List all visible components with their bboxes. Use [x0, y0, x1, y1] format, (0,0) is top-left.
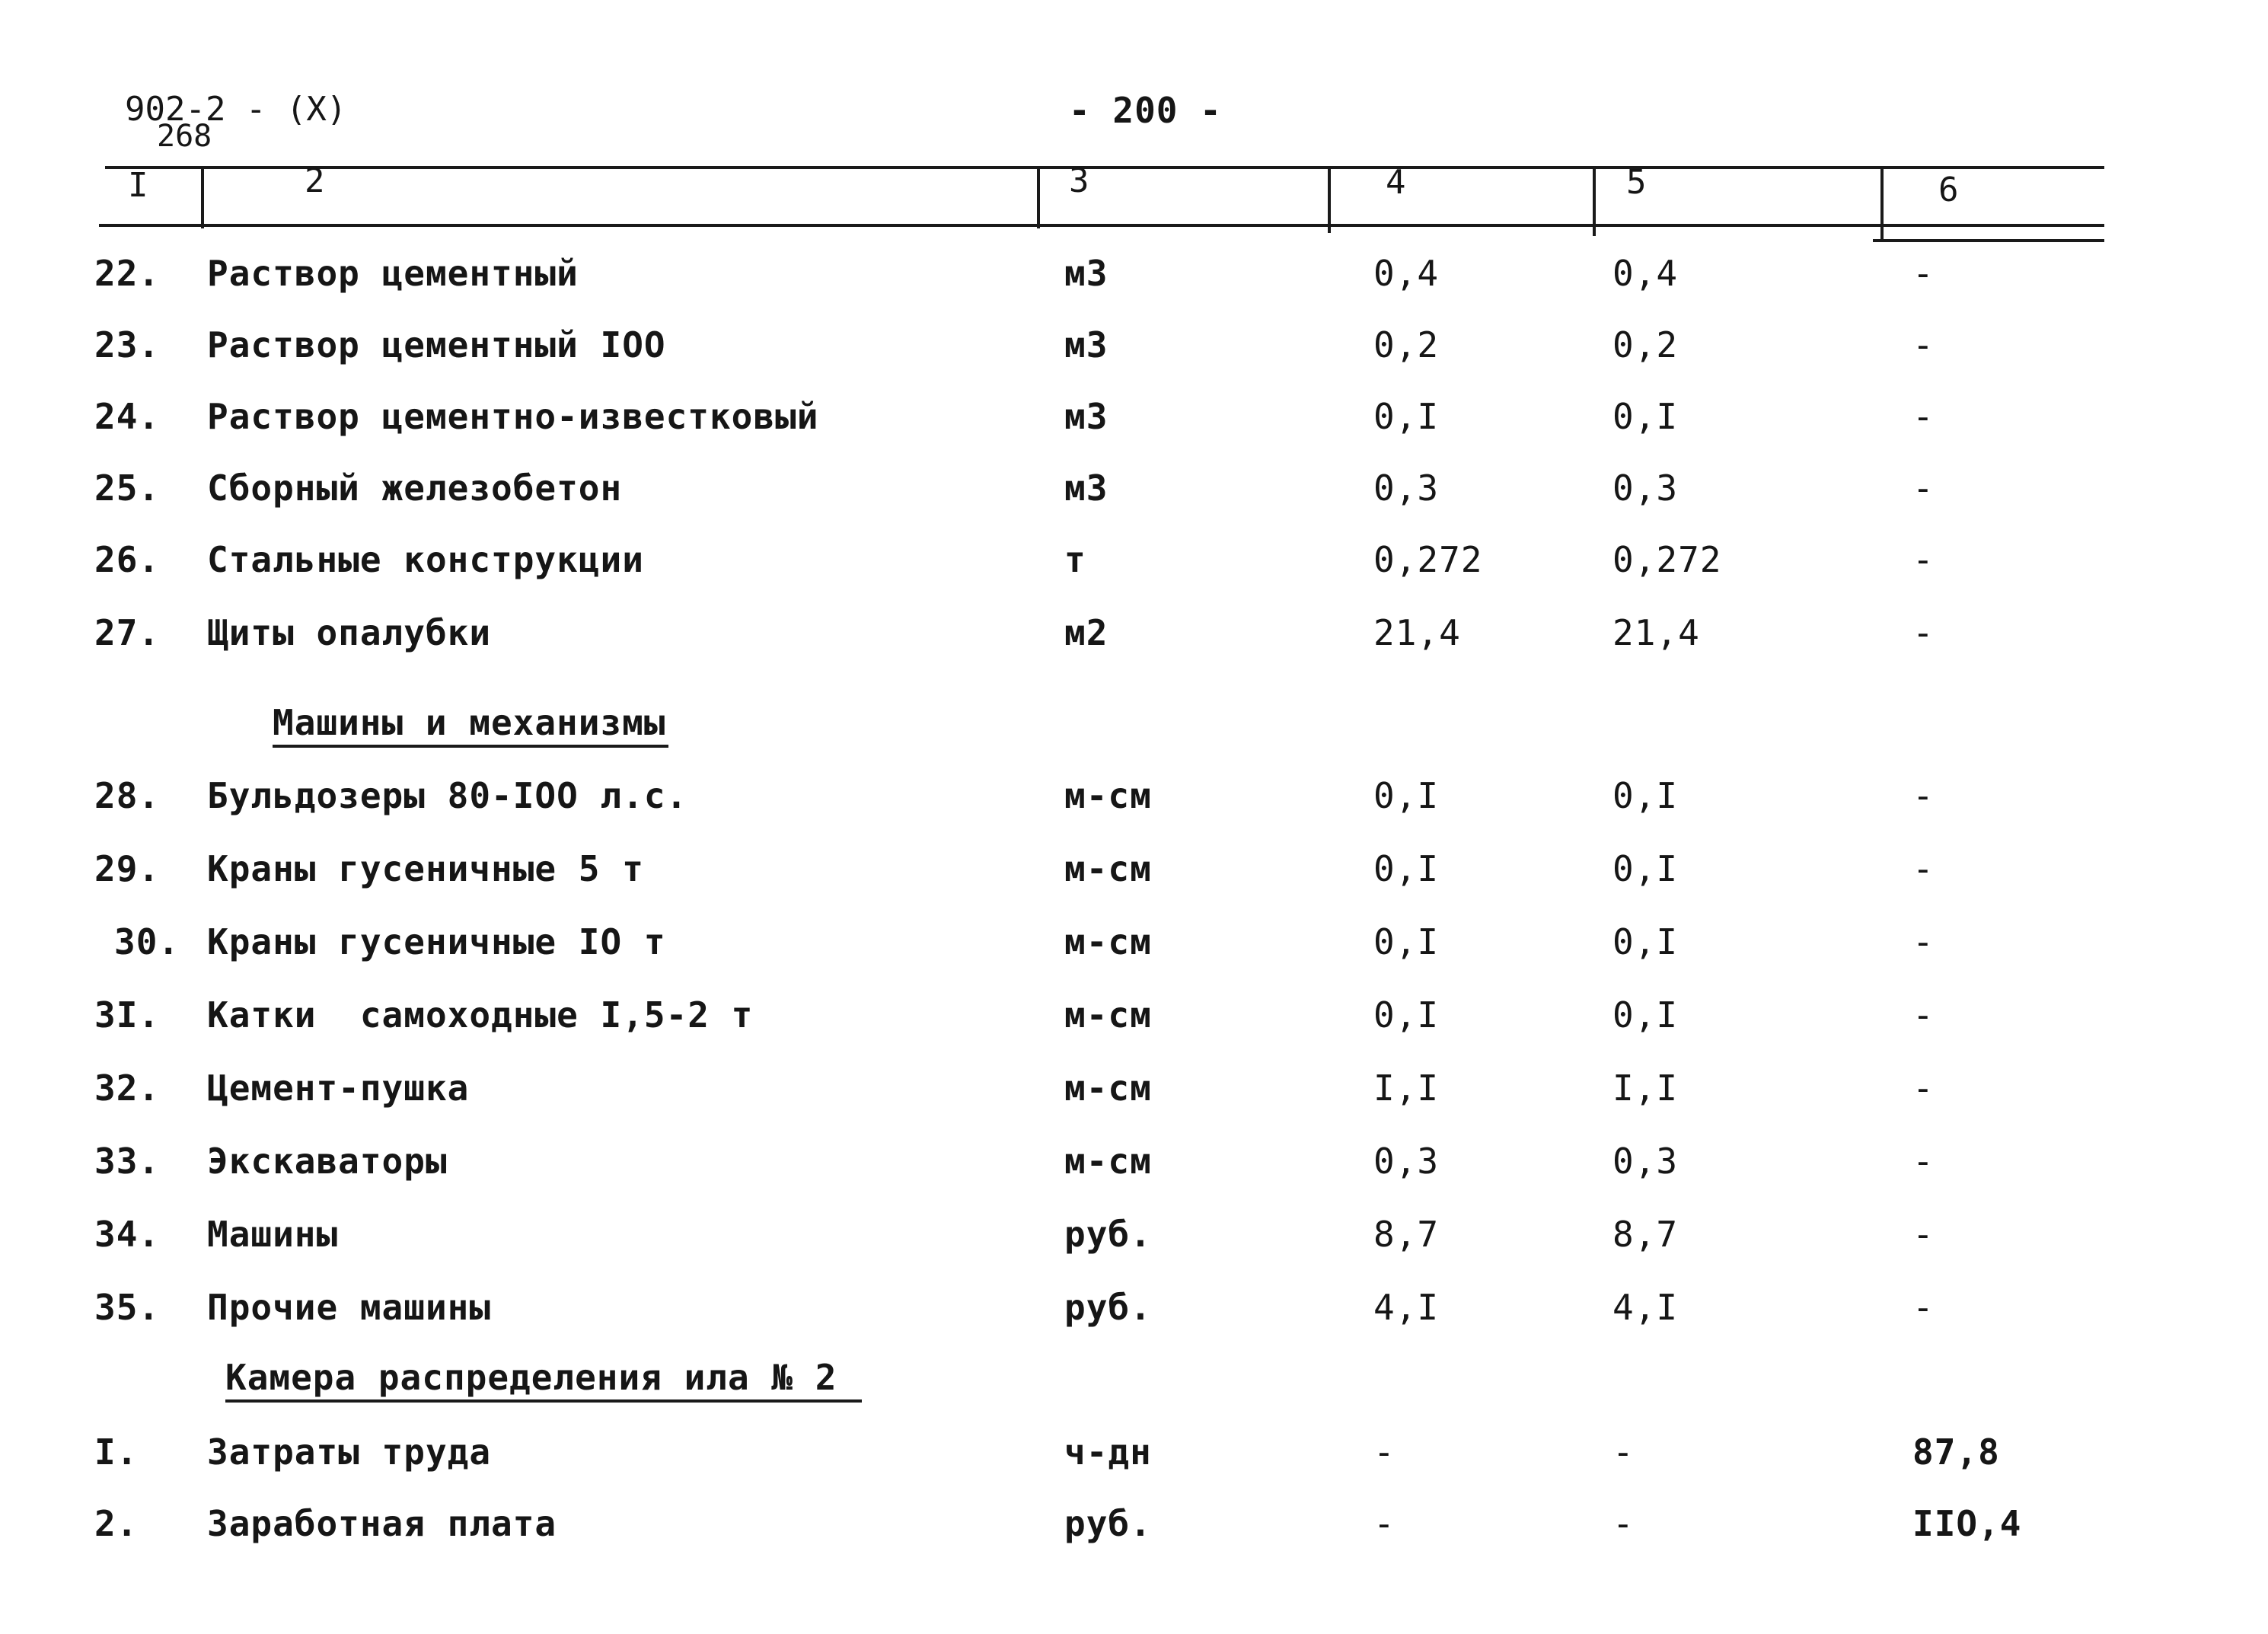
row-col5: 0,2	[1612, 324, 1679, 365]
row-unit: руб.	[1064, 1214, 1152, 1255]
table-row	[0, 324, 2268, 378]
row-name: Бульдозеры 80-IOO л.с.	[207, 775, 688, 816]
row-col6: -	[1912, 994, 1935, 1036]
section-heading-chamber: Камера распределения ила № 2	[225, 1357, 837, 1398]
row-name: Прочие машины	[207, 1287, 492, 1328]
row-col5: 0,I	[1612, 775, 1679, 816]
row-unit: м-см	[1064, 848, 1152, 889]
table-row	[0, 994, 2268, 1048]
column-header-3: 3	[1069, 161, 1089, 200]
row-col4: I,I	[1373, 1068, 1440, 1109]
row-col5: -	[1612, 1503, 1635, 1544]
table-row	[0, 1068, 2268, 1121]
row-col4: 0,I	[1373, 994, 1440, 1036]
page-number: - 200 -	[1069, 90, 1222, 131]
row-col5: 0,3	[1612, 468, 1679, 509]
row-col6: -	[1912, 1141, 1935, 1182]
row-number: 35.	[94, 1287, 161, 1328]
row-col5: 8,7	[1612, 1214, 1679, 1255]
row-col4: -	[1373, 1431, 1396, 1473]
row-col4: 0,I	[1373, 775, 1440, 816]
row-col6: 87,8	[1912, 1431, 2000, 1473]
column-divider-3	[1328, 166, 1331, 233]
row-col4: 0,3	[1373, 468, 1440, 509]
row-name: Краны гусеничные 5 т	[207, 848, 644, 889]
row-col5: 0,I	[1612, 848, 1679, 889]
row-col5: 0,I	[1612, 994, 1679, 1036]
row-number: 30.	[114, 921, 180, 962]
row-col6: -	[1912, 468, 1935, 509]
row-col4: 21,4	[1373, 612, 1461, 653]
row-col6: -	[1912, 848, 1935, 889]
column-divider-4	[1593, 166, 1596, 236]
row-name: Раствор цементный	[207, 253, 579, 294]
row-unit: м3	[1064, 468, 1108, 509]
table-row	[0, 1431, 2268, 1485]
row-col5: 4,I	[1612, 1287, 1679, 1328]
row-number: 29.	[94, 848, 161, 889]
table-row	[0, 539, 2268, 592]
column-divider-2	[1037, 166, 1040, 228]
row-col5: 0,272	[1612, 539, 1722, 580]
row-number: 32.	[94, 1068, 161, 1109]
row-number: 3I.	[94, 994, 161, 1036]
row-unit: ч-дн	[1064, 1431, 1152, 1473]
row-col5: 0,I	[1612, 921, 1679, 962]
row-col6: -	[1912, 1214, 1935, 1255]
table-row	[0, 921, 2268, 975]
row-col4: 0,I	[1373, 396, 1440, 437]
column-header-1: I	[128, 166, 148, 205]
row-unit: м-см	[1064, 1068, 1152, 1109]
table-row	[0, 775, 2268, 828]
row-col5: 0,4	[1612, 253, 1679, 294]
row-number: 34.	[94, 1214, 161, 1255]
section-heading-chamber-underline	[225, 1399, 862, 1403]
row-unit: м-см	[1064, 775, 1152, 816]
row-col6: -	[1912, 1068, 1935, 1109]
table-top-rule	[105, 166, 2104, 169]
column-header-5: 5	[1626, 163, 1647, 202]
row-col4: 8,7	[1373, 1214, 1440, 1255]
column-header-2: 2	[305, 161, 325, 200]
row-number: 25.	[94, 468, 161, 509]
row-number: 28.	[94, 775, 161, 816]
row-number: 26.	[94, 539, 161, 580]
row-name: Стальные конструкции	[207, 539, 644, 580]
row-number: 2.	[94, 1503, 139, 1544]
row-col4: 0,2	[1373, 324, 1440, 365]
row-unit: м3	[1064, 253, 1108, 294]
row-col4: 0,I	[1373, 848, 1440, 889]
row-col6: -	[1912, 1287, 1935, 1328]
table-row	[0, 612, 2268, 665]
row-name: Машины	[207, 1214, 339, 1255]
row-unit: м3	[1064, 324, 1108, 365]
row-number: I.	[94, 1431, 139, 1473]
row-number: 24.	[94, 396, 161, 437]
row-unit: м2	[1064, 612, 1108, 653]
row-col5: 0,3	[1612, 1141, 1679, 1182]
row-col6: -	[1912, 396, 1935, 437]
row-unit: м3	[1064, 396, 1108, 437]
row-col6: -	[1912, 539, 1935, 580]
row-unit: м-см	[1064, 921, 1152, 962]
row-unit: м-см	[1064, 994, 1152, 1036]
document-code: 902-2 - (X)	[125, 90, 347, 129]
table-row	[0, 1214, 2268, 1267]
table-row	[0, 253, 2268, 306]
row-col4: 0,3	[1373, 1141, 1440, 1182]
row-col5: I,I	[1612, 1068, 1679, 1109]
row-name: Раствор цементный IOO	[207, 324, 666, 365]
table-row	[0, 1503, 2268, 1556]
row-col5: 0,I	[1612, 396, 1679, 437]
row-name: Заработная плата	[207, 1503, 557, 1544]
row-col4: -	[1373, 1503, 1396, 1544]
row-col6: -	[1912, 324, 1935, 365]
row-name: Цемент-пушка	[207, 1068, 470, 1109]
row-name: Экскаваторы	[207, 1141, 448, 1182]
row-number: 27.	[94, 612, 161, 653]
document-code-subnumber: 268	[157, 119, 212, 154]
row-col5: -	[1612, 1431, 1635, 1473]
column-divider-5	[1880, 166, 1884, 242]
row-col6: -	[1912, 612, 1935, 653]
row-name: Краны гусеничные IO т	[207, 921, 666, 962]
row-unit: руб.	[1064, 1503, 1152, 1544]
section-heading-machines-underline	[273, 745, 668, 748]
row-col4: 0,4	[1373, 253, 1440, 294]
row-col5: 21,4	[1612, 612, 1700, 653]
table-row	[0, 1287, 2268, 1340]
table-row	[0, 1141, 2268, 1194]
row-col6: -	[1912, 775, 1935, 816]
row-name: Щиты опалубки	[207, 612, 492, 653]
table-row	[0, 396, 2268, 449]
row-col4: 4,I	[1373, 1287, 1440, 1328]
row-name: Затраты труда	[207, 1431, 492, 1473]
table-header-bottom-rule	[99, 224, 2104, 227]
row-name: Сборный железобетон	[207, 468, 623, 509]
row-unit: руб.	[1064, 1287, 1152, 1328]
column-header-4: 4	[1386, 163, 1406, 202]
table-row	[0, 848, 2268, 902]
row-unit: м-см	[1064, 1141, 1152, 1182]
row-col4: 0,272	[1373, 539, 1483, 580]
column-divider-1	[201, 166, 204, 228]
row-unit: т	[1064, 539, 1086, 580]
row-number: 33.	[94, 1141, 161, 1182]
row-col6: IIO,4	[1912, 1503, 2022, 1544]
row-name: Раствор цементно-известковый	[207, 396, 819, 437]
row-col6: -	[1912, 921, 1935, 962]
row-number: 22.	[94, 253, 161, 294]
table-row	[0, 468, 2268, 521]
row-col6: -	[1912, 253, 1935, 294]
column-header-6: 6	[1938, 171, 1959, 209]
row-col4: 0,I	[1373, 921, 1440, 962]
table-header-bottom-rule-right	[1873, 239, 2104, 242]
row-name: Катки самоходные I,5-2 т	[207, 994, 754, 1036]
row-number: 23.	[94, 324, 161, 365]
section-heading-machines: Машины и механизмы	[273, 702, 666, 743]
